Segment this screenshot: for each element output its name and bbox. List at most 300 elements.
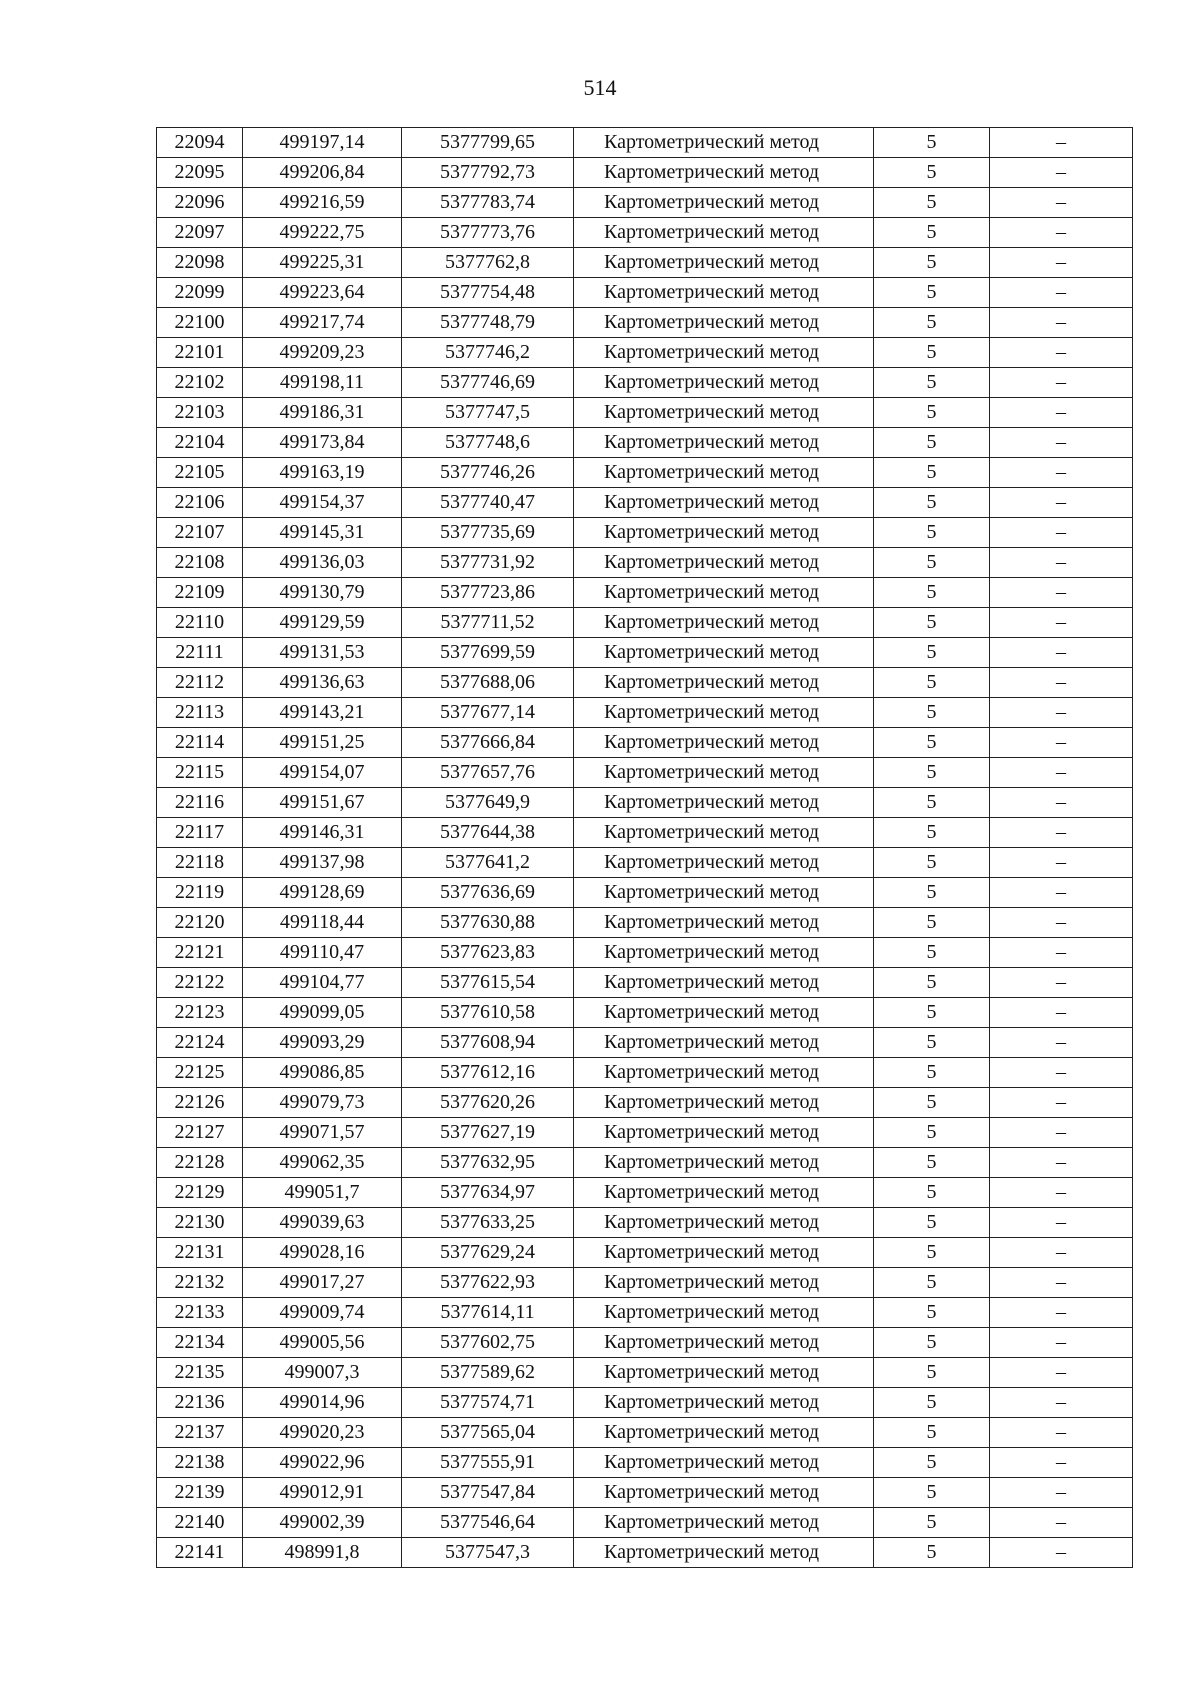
point-number-cell: 22116 (157, 788, 243, 818)
x-coordinate-cell: 499017,27 (243, 1268, 402, 1298)
table-row (157, 938, 1133, 968)
point-number-cell: 22117 (157, 818, 243, 848)
y-coordinate-cell: 5377740,47 (402, 488, 574, 518)
x-coordinate-cell: 499131,53 (243, 638, 402, 668)
method-cell: Картометрический метод (574, 488, 874, 518)
accuracy-cell: 5 (874, 518, 990, 548)
point-number-cell: 22097 (157, 218, 243, 248)
method-cell: Картометрический метод (574, 218, 874, 248)
description-cell: – (990, 1028, 1133, 1058)
description-cell: – (990, 1208, 1133, 1238)
point-number-cell: 22096 (157, 188, 243, 218)
x-coordinate-cell: 499143,21 (243, 698, 402, 728)
y-coordinate-cell: 5377627,19 (402, 1118, 574, 1148)
method-cell: Картометрический метод (574, 1388, 874, 1418)
point-number-cell: 22108 (157, 548, 243, 578)
method-cell: Картометрический метод (574, 1328, 874, 1358)
y-coordinate-cell: 5377574,71 (402, 1388, 574, 1418)
y-coordinate-cell: 5377612,16 (402, 1058, 574, 1088)
accuracy-cell: 5 (874, 1028, 990, 1058)
x-coordinate-cell: 499130,79 (243, 578, 402, 608)
accuracy-cell: 5 (874, 638, 990, 668)
accuracy-cell: 5 (874, 488, 990, 518)
description-cell: – (990, 368, 1133, 398)
accuracy-cell: 5 (874, 1298, 990, 1328)
x-coordinate-cell: 499225,31 (243, 248, 402, 278)
point-number-cell: 22130 (157, 1208, 243, 1238)
y-coordinate-cell: 5377547,3 (402, 1538, 574, 1568)
description-cell: – (990, 1448, 1133, 1478)
table-row (157, 1328, 1133, 1358)
y-coordinate-cell: 5377783,74 (402, 188, 574, 218)
point-number-cell: 22135 (157, 1358, 243, 1388)
x-coordinate-cell: 499136,03 (243, 548, 402, 578)
x-coordinate-cell: 499151,67 (243, 788, 402, 818)
y-coordinate-cell: 5377746,2 (402, 338, 574, 368)
accuracy-cell: 5 (874, 1358, 990, 1388)
point-number-cell: 22134 (157, 1328, 243, 1358)
y-coordinate-cell: 5377731,92 (402, 548, 574, 578)
method-cell: Картометрический метод (574, 338, 874, 368)
method-cell: Картометрический метод (574, 998, 874, 1028)
x-coordinate-cell: 499039,63 (243, 1208, 402, 1238)
description-cell: – (990, 548, 1133, 578)
y-coordinate-cell: 5377657,76 (402, 758, 574, 788)
accuracy-cell: 5 (874, 728, 990, 758)
accuracy-cell: 5 (874, 848, 990, 878)
x-coordinate-cell: 499154,07 (243, 758, 402, 788)
description-cell: – (990, 308, 1133, 338)
method-cell: Картометрический метод (574, 248, 874, 278)
method-cell: Картометрический метод (574, 518, 874, 548)
method-cell: Картометрический метод (574, 1028, 874, 1058)
method-cell: Картометрический метод (574, 188, 874, 218)
point-number-cell: 22104 (157, 428, 243, 458)
accuracy-cell: 5 (874, 398, 990, 428)
description-cell: – (990, 1328, 1133, 1358)
description-cell: – (990, 248, 1133, 278)
y-coordinate-cell: 5377644,38 (402, 818, 574, 848)
accuracy-cell: 5 (874, 278, 990, 308)
method-cell: Картометрический метод (574, 1208, 874, 1238)
y-coordinate-cell: 5377634,97 (402, 1178, 574, 1208)
accuracy-cell: 5 (874, 968, 990, 998)
accuracy-cell: 5 (874, 1328, 990, 1358)
description-cell: – (990, 1238, 1133, 1268)
method-cell: Картометрический метод (574, 728, 874, 758)
description-cell: – (990, 908, 1133, 938)
y-coordinate-cell: 5377792,73 (402, 158, 574, 188)
point-number-cell: 22126 (157, 1088, 243, 1118)
point-number-cell: 22124 (157, 1028, 243, 1058)
description-cell: – (990, 608, 1133, 638)
y-coordinate-cell: 5377748,79 (402, 308, 574, 338)
point-number-cell: 22122 (157, 968, 243, 998)
table-row (157, 1388, 1133, 1418)
x-coordinate-cell: 499022,96 (243, 1448, 402, 1478)
method-cell: Картометрический метод (574, 1448, 874, 1478)
description-cell: – (990, 788, 1133, 818)
point-number-cell: 22094 (157, 128, 243, 158)
method-cell: Картометрический метод (574, 1418, 874, 1448)
y-coordinate-cell: 5377746,26 (402, 458, 574, 488)
y-coordinate-cell: 5377636,69 (402, 878, 574, 908)
method-cell: Картометрический метод (574, 398, 874, 428)
description-cell: – (990, 938, 1133, 968)
y-coordinate-cell: 5377608,94 (402, 1028, 574, 1058)
y-coordinate-cell: 5377555,91 (402, 1448, 574, 1478)
description-cell: – (990, 698, 1133, 728)
point-number-cell: 22123 (157, 998, 243, 1028)
description-cell: – (990, 188, 1133, 218)
x-coordinate-cell: 499104,77 (243, 968, 402, 998)
table-row (157, 458, 1133, 488)
point-number-cell: 22112 (157, 668, 243, 698)
y-coordinate-cell: 5377546,64 (402, 1508, 574, 1538)
accuracy-cell: 5 (874, 938, 990, 968)
y-coordinate-cell: 5377711,52 (402, 608, 574, 638)
x-coordinate-cell: 499079,73 (243, 1088, 402, 1118)
table-row (157, 308, 1133, 338)
table-row (157, 1478, 1133, 1508)
method-cell: Картометрический метод (574, 878, 874, 908)
description-cell: – (990, 1148, 1133, 1178)
y-coordinate-cell: 5377623,83 (402, 938, 574, 968)
description-cell: – (990, 878, 1133, 908)
description-cell: – (990, 968, 1133, 998)
x-coordinate-cell: 499216,59 (243, 188, 402, 218)
point-number-cell: 22138 (157, 1448, 243, 1478)
y-coordinate-cell: 5377649,9 (402, 788, 574, 818)
table-row (157, 1058, 1133, 1088)
description-cell: – (990, 458, 1133, 488)
table-row (157, 788, 1133, 818)
point-number-cell: 22110 (157, 608, 243, 638)
x-coordinate-cell: 499099,05 (243, 998, 402, 1028)
x-coordinate-cell: 499020,23 (243, 1418, 402, 1448)
point-number-cell: 22106 (157, 488, 243, 518)
method-cell: Картометрический метод (574, 938, 874, 968)
description-cell: – (990, 218, 1133, 248)
x-coordinate-cell: 499028,16 (243, 1238, 402, 1268)
x-coordinate-cell: 499173,84 (243, 428, 402, 458)
description-cell: – (990, 278, 1133, 308)
table-row (157, 758, 1133, 788)
y-coordinate-cell: 5377630,88 (402, 908, 574, 938)
method-cell: Картометрический метод (574, 1538, 874, 1568)
method-cell: Картометрический метод (574, 458, 874, 488)
accuracy-cell: 5 (874, 908, 990, 938)
accuracy-cell: 5 (874, 338, 990, 368)
y-coordinate-cell: 5377629,24 (402, 1238, 574, 1268)
table-row (157, 668, 1133, 698)
accuracy-cell: 5 (874, 758, 990, 788)
y-coordinate-cell: 5377677,14 (402, 698, 574, 728)
point-number-cell: 22113 (157, 698, 243, 728)
point-number-cell: 22103 (157, 398, 243, 428)
point-number-cell: 22140 (157, 1508, 243, 1538)
point-number-cell: 22141 (157, 1538, 243, 1568)
point-number-cell: 22098 (157, 248, 243, 278)
point-number-cell: 22119 (157, 878, 243, 908)
x-coordinate-cell: 499129,59 (243, 608, 402, 638)
accuracy-cell: 5 (874, 578, 990, 608)
point-number-cell: 22129 (157, 1178, 243, 1208)
point-number-cell: 22118 (157, 848, 243, 878)
accuracy-cell: 5 (874, 1268, 990, 1298)
y-coordinate-cell: 5377602,75 (402, 1328, 574, 1358)
x-coordinate-cell: 499145,31 (243, 518, 402, 548)
accuracy-cell: 5 (874, 668, 990, 698)
method-cell: Картометрический метод (574, 908, 874, 938)
table-row (157, 338, 1133, 368)
table-row (157, 1538, 1133, 1568)
x-coordinate-cell: 499128,69 (243, 878, 402, 908)
table-row (157, 128, 1133, 158)
point-number-cell: 22132 (157, 1268, 243, 1298)
y-coordinate-cell: 5377620,26 (402, 1088, 574, 1118)
description-cell: – (990, 158, 1133, 188)
x-coordinate-cell: 499093,29 (243, 1028, 402, 1058)
table-row (157, 1028, 1133, 1058)
table-row (157, 158, 1133, 188)
x-coordinate-cell: 499206,84 (243, 158, 402, 188)
method-cell: Картометрический метод (574, 578, 874, 608)
x-coordinate-cell: 499007,3 (243, 1358, 402, 1388)
method-cell: Картометрический метод (574, 278, 874, 308)
description-cell: – (990, 1268, 1133, 1298)
x-coordinate-cell: 499012,91 (243, 1478, 402, 1508)
x-coordinate-cell: 499186,31 (243, 398, 402, 428)
accuracy-cell: 5 (874, 878, 990, 908)
description-cell: – (990, 848, 1133, 878)
table-row (157, 1148, 1133, 1178)
table-row (157, 878, 1133, 908)
point-number-cell: 22131 (157, 1238, 243, 1268)
x-coordinate-cell: 499005,56 (243, 1328, 402, 1358)
y-coordinate-cell: 5377773,76 (402, 218, 574, 248)
method-cell: Картометрический метод (574, 818, 874, 848)
method-cell: Картометрический метод (574, 848, 874, 878)
table-row (157, 1298, 1133, 1328)
page-number: 514 (583, 75, 617, 100)
accuracy-cell: 5 (874, 1478, 990, 1508)
table-row (157, 248, 1133, 278)
point-number-cell: 22120 (157, 908, 243, 938)
table-row (157, 578, 1133, 608)
method-cell: Картометрический метод (574, 1058, 874, 1088)
table-row (157, 1418, 1133, 1448)
y-coordinate-cell: 5377762,8 (402, 248, 574, 278)
table-row (157, 818, 1133, 848)
table-row (157, 998, 1133, 1028)
description-cell: – (990, 668, 1133, 698)
y-coordinate-cell: 5377614,11 (402, 1298, 574, 1328)
accuracy-cell: 5 (874, 698, 990, 728)
description-cell: – (990, 1478, 1133, 1508)
point-number-cell: 22107 (157, 518, 243, 548)
x-coordinate-cell: 499110,47 (243, 938, 402, 968)
x-coordinate-cell: 499136,63 (243, 668, 402, 698)
table-row (157, 848, 1133, 878)
description-cell: – (990, 1178, 1133, 1208)
description-cell: – (990, 1088, 1133, 1118)
accuracy-cell: 5 (874, 458, 990, 488)
table-row (157, 1508, 1133, 1538)
accuracy-cell: 5 (874, 1238, 990, 1268)
accuracy-cell: 5 (874, 608, 990, 638)
description-cell: – (990, 818, 1133, 848)
method-cell: Картометрический метод (574, 428, 874, 458)
accuracy-cell: 5 (874, 548, 990, 578)
accuracy-cell: 5 (874, 188, 990, 218)
accuracy-cell: 5 (874, 1178, 990, 1208)
table-row (157, 548, 1133, 578)
accuracy-cell: 5 (874, 1388, 990, 1418)
method-cell: Картометрический метод (574, 698, 874, 728)
point-number-cell: 22127 (157, 1118, 243, 1148)
x-coordinate-cell: 499009,74 (243, 1298, 402, 1328)
description-cell: – (990, 1058, 1133, 1088)
table-row (157, 518, 1133, 548)
point-number-cell: 22100 (157, 308, 243, 338)
y-coordinate-cell: 5377699,59 (402, 638, 574, 668)
x-coordinate-cell: 499154,37 (243, 488, 402, 518)
description-cell: – (990, 1508, 1133, 1538)
accuracy-cell: 5 (874, 1118, 990, 1148)
method-cell: Картометрический метод (574, 788, 874, 818)
y-coordinate-cell: 5377754,48 (402, 278, 574, 308)
accuracy-cell: 5 (874, 428, 990, 458)
description-cell: – (990, 1118, 1133, 1148)
point-number-cell: 22136 (157, 1388, 243, 1418)
description-cell: – (990, 1298, 1133, 1328)
y-coordinate-cell: 5377547,84 (402, 1478, 574, 1508)
y-coordinate-cell: 5377747,5 (402, 398, 574, 428)
point-number-cell: 22139 (157, 1478, 243, 1508)
x-coordinate-cell: 498991,8 (243, 1538, 402, 1568)
method-cell: Картометрический метод (574, 608, 874, 638)
y-coordinate-cell: 5377622,93 (402, 1268, 574, 1298)
description-cell: – (990, 998, 1133, 1028)
x-coordinate-cell: 499197,14 (243, 128, 402, 158)
point-number-cell: 22109 (157, 578, 243, 608)
point-number-cell: 22101 (157, 338, 243, 368)
method-cell: Картометрический метод (574, 1358, 874, 1388)
x-coordinate-cell: 499151,25 (243, 728, 402, 758)
description-cell: – (990, 398, 1133, 428)
table-row (157, 1178, 1133, 1208)
y-coordinate-cell: 5377666,84 (402, 728, 574, 758)
accuracy-cell: 5 (874, 1418, 990, 1448)
point-number-cell: 22121 (157, 938, 243, 968)
description-cell: – (990, 728, 1133, 758)
method-cell: Картометрический метод (574, 1148, 874, 1178)
accuracy-cell: 5 (874, 248, 990, 278)
method-cell: Картометрический метод (574, 128, 874, 158)
table-row (157, 908, 1133, 938)
accuracy-cell: 5 (874, 1508, 990, 1538)
point-number-cell: 22128 (157, 1148, 243, 1178)
method-cell: Картометрический метод (574, 968, 874, 998)
point-number-cell: 22099 (157, 278, 243, 308)
description-cell: – (990, 638, 1133, 668)
method-cell: Картометрический метод (574, 1238, 874, 1268)
table-row (157, 638, 1133, 668)
description-cell: – (990, 758, 1133, 788)
description-cell: – (990, 428, 1133, 458)
accuracy-cell: 5 (874, 368, 990, 398)
x-coordinate-cell: 499086,85 (243, 1058, 402, 1088)
method-cell: Картометрический метод (574, 308, 874, 338)
accuracy-cell: 5 (874, 1088, 990, 1118)
x-coordinate-cell: 499163,19 (243, 458, 402, 488)
method-cell: Картометрический метод (574, 758, 874, 788)
description-cell: – (990, 518, 1133, 548)
y-coordinate-cell: 5377565,04 (402, 1418, 574, 1448)
description-cell: – (990, 1418, 1133, 1448)
y-coordinate-cell: 5377633,25 (402, 1208, 574, 1238)
accuracy-cell: 5 (874, 1058, 990, 1088)
y-coordinate-cell: 5377748,6 (402, 428, 574, 458)
method-cell: Картометрический метод (574, 1178, 874, 1208)
x-coordinate-cell: 499146,31 (243, 818, 402, 848)
description-cell: – (990, 488, 1133, 518)
table-row (157, 1238, 1133, 1268)
x-coordinate-cell: 499217,74 (243, 308, 402, 338)
method-cell: Картометрический метод (574, 1298, 874, 1328)
description-cell: – (990, 1388, 1133, 1418)
method-cell: Картометрический метод (574, 668, 874, 698)
point-number-cell: 22125 (157, 1058, 243, 1088)
x-coordinate-cell: 499014,96 (243, 1388, 402, 1418)
description-cell: – (990, 128, 1133, 158)
description-cell: – (990, 1538, 1133, 1568)
table-row (157, 278, 1133, 308)
table-row (157, 1208, 1133, 1238)
table-row (157, 428, 1133, 458)
table-row (157, 1088, 1133, 1118)
x-coordinate-cell: 499062,35 (243, 1148, 402, 1178)
accuracy-cell: 5 (874, 1538, 990, 1568)
x-coordinate-cell: 499051,7 (243, 1178, 402, 1208)
method-cell: Картометрический метод (574, 1118, 874, 1148)
table-row (157, 1358, 1133, 1388)
table-row (157, 218, 1133, 248)
y-coordinate-cell: 5377589,62 (402, 1358, 574, 1388)
accuracy-cell: 5 (874, 998, 990, 1028)
coordinates-table-body (157, 128, 1133, 1568)
table-row (157, 1118, 1133, 1148)
method-cell: Картометрический метод (574, 638, 874, 668)
table-row (157, 968, 1133, 998)
accuracy-cell: 5 (874, 1448, 990, 1478)
table-row (157, 398, 1133, 428)
table-row (157, 698, 1133, 728)
accuracy-cell: 5 (874, 128, 990, 158)
y-coordinate-cell: 5377615,54 (402, 968, 574, 998)
y-coordinate-cell: 5377746,69 (402, 368, 574, 398)
table-row (157, 368, 1133, 398)
y-coordinate-cell: 5377723,86 (402, 578, 574, 608)
point-number-cell: 22095 (157, 158, 243, 188)
accuracy-cell: 5 (874, 218, 990, 248)
accuracy-cell: 5 (874, 1148, 990, 1178)
method-cell: Картометрический метод (574, 368, 874, 398)
y-coordinate-cell: 5377688,06 (402, 668, 574, 698)
x-coordinate-cell: 499137,98 (243, 848, 402, 878)
accuracy-cell: 5 (874, 818, 990, 848)
